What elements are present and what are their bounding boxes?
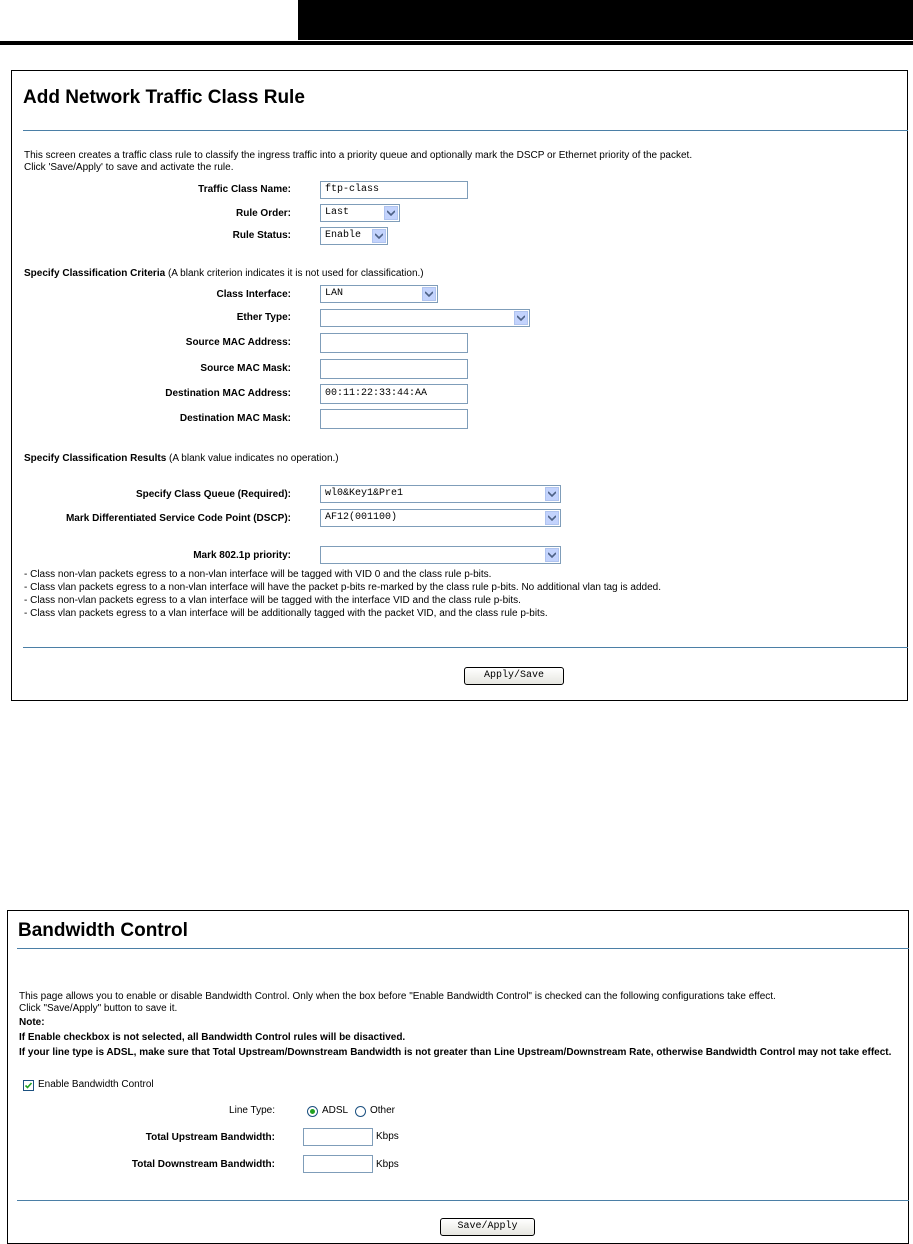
note-line: - Class vlan packets egress to a non-vlan interface will have the packet p-bits re-marked by the class rule p-bits. No additional vlan tag is added.	[24, 582, 661, 593]
rule-order-select[interactable]	[320, 204, 400, 222]
footer-separator	[23, 647, 908, 648]
enable-bandwidth-checkbox[interactable]	[23, 1080, 34, 1091]
note-label: Note:	[19, 1017, 45, 1028]
ether-type-select[interactable]	[320, 309, 530, 327]
chevron-down-icon[interactable]	[545, 487, 559, 501]
class-name-input[interactable]: ftp-class	[320, 181, 468, 199]
chevron-down-icon[interactable]	[384, 206, 398, 220]
dst-mac-input[interactable]: 00:11:22:33:44:AA	[320, 384, 468, 404]
class-interface-select[interactable]	[320, 285, 438, 303]
note-line: - Class vlan packets egress to a vlan interface will be additionally tagged with the packet VID, and the class rule p-bits.	[24, 608, 548, 619]
class-name-label: Traffic Class Name:	[198, 184, 291, 195]
enable-bandwidth-label: Enable Bandwidth Control	[38, 1079, 154, 1090]
downstream-input[interactable]	[303, 1155, 373, 1173]
src-mask-label: Source MAC Mask:	[200, 363, 291, 374]
header-blank	[0, 0, 298, 40]
check-icon	[24, 1081, 33, 1090]
note-line: If Enable checkbox is not selected, all Bandwidth Control rules will be disactived.	[19, 1032, 406, 1043]
chevron-down-icon[interactable]	[422, 287, 436, 301]
src-mac-input[interactable]	[320, 333, 468, 353]
radio-other[interactable]	[355, 1106, 366, 1117]
dscp-value: AF12(001100)	[325, 512, 398, 523]
rule-status-label: Rule Status:	[232, 230, 291, 241]
chevron-down-icon[interactable]	[545, 511, 559, 525]
dscp-select[interactable]	[320, 509, 561, 527]
radio-selected-dot	[310, 1109, 315, 1114]
line-type-label: Line Type:	[229, 1105, 275, 1116]
dst-mac-label: Destination MAC Address:	[165, 388, 291, 399]
criteria-heading: Specify Classification Criteria (A blank criterion indicates it is not used for classification.)	[24, 268, 424, 279]
note-line: - Class non-vlan packets egress to a non-vlan interface will be tagged with VID 0 and the class rule p-bits.	[24, 569, 492, 580]
header-rule	[0, 41, 913, 45]
apply-save-button[interactable]: Apply/Save	[464, 667, 564, 685]
priority-label: Mark 802.1p priority:	[193, 550, 291, 561]
src-mac-label: Source MAC Address:	[185, 337, 291, 348]
dst-mask-input[interactable]	[320, 409, 468, 429]
chevron-down-icon[interactable]	[545, 548, 559, 562]
class-interface-value: LAN	[325, 288, 344, 299]
title-separator	[23, 130, 908, 131]
save-apply-button[interactable]: Save/Apply	[440, 1218, 535, 1236]
radio-other-label: Other	[370, 1105, 396, 1116]
chevron-down-icon[interactable]	[372, 229, 386, 243]
bandwidth-intro: This page allows you to enable or disable Bandwidth Control. Only when the box before "Enable Bandwidth Control" is checked can the following configurations take effect.	[19, 991, 776, 1002]
upstream-unit: Kbps	[376, 1131, 399, 1142]
bandwidth-intro-2: Click "Save/Apply" button to save it.	[19, 1003, 178, 1014]
downstream-unit: Kbps	[376, 1159, 399, 1170]
footer-separator	[17, 1200, 909, 1201]
radio-adsl[interactable]	[307, 1106, 318, 1117]
priority-select[interactable]	[320, 546, 561, 564]
class-interface-label: Class Interface:	[216, 289, 291, 300]
upstream-input[interactable]	[303, 1128, 373, 1146]
rule-status-select[interactable]	[320, 227, 388, 245]
rule-order-label: Rule Order:	[235, 208, 291, 219]
bandwidth-panel	[7, 910, 909, 1244]
traffic-rule-panel	[11, 70, 908, 701]
title-separator	[17, 948, 909, 949]
header-black-bar	[298, 0, 913, 40]
intro-text-2: Click 'Save/Apply' to save and activate the rule.	[24, 162, 234, 173]
downstream-label: Total Downstream Bandwidth:	[131, 1159, 275, 1170]
note-line: If your line type is ADSL, make sure that Total Upstream/Downstream Bandwidth is not greater than Line Upstream/Downstream Rate, otherwise Bandwidth Control may not take effect.	[19, 1047, 892, 1058]
page-title: Add Network Traffic Class Rule	[23, 87, 305, 108]
dscp-label: Mark Differentiated Service Code Point (DSCP):	[65, 513, 291, 524]
queue-select[interactable]	[320, 485, 561, 503]
queue-value: wl0&Key1&Pre1	[325, 488, 404, 499]
intro-text: This screen creates a traffic class rule to classify the ingress traffic into a priority queue and optionally mark the DSCP or Ethernet priority of the packet.	[24, 150, 693, 161]
results-heading: Specify Classification Results (A blank value indicates no operation.)	[24, 453, 339, 464]
rule-status-value: Enable	[325, 230, 362, 241]
rule-order-value: Last	[325, 207, 350, 218]
bandwidth-title: Bandwidth Control	[18, 920, 188, 941]
src-mask-input[interactable]	[320, 359, 468, 379]
radio-adsl-label: ADSL	[322, 1105, 349, 1116]
dst-mask-label: Destination MAC Mask:	[179, 413, 291, 424]
note-line: - Class non-vlan packets egress to a vlan interface will be tagged with the interface VID and the class rule p-bits.	[24, 595, 521, 606]
ether-type-label: Ether Type:	[236, 312, 291, 323]
queue-label: Specify Class Queue (Required):	[135, 489, 291, 500]
chevron-down-icon[interactable]	[514, 311, 528, 325]
upstream-label: Total Upstream Bandwidth:	[145, 1132, 275, 1143]
